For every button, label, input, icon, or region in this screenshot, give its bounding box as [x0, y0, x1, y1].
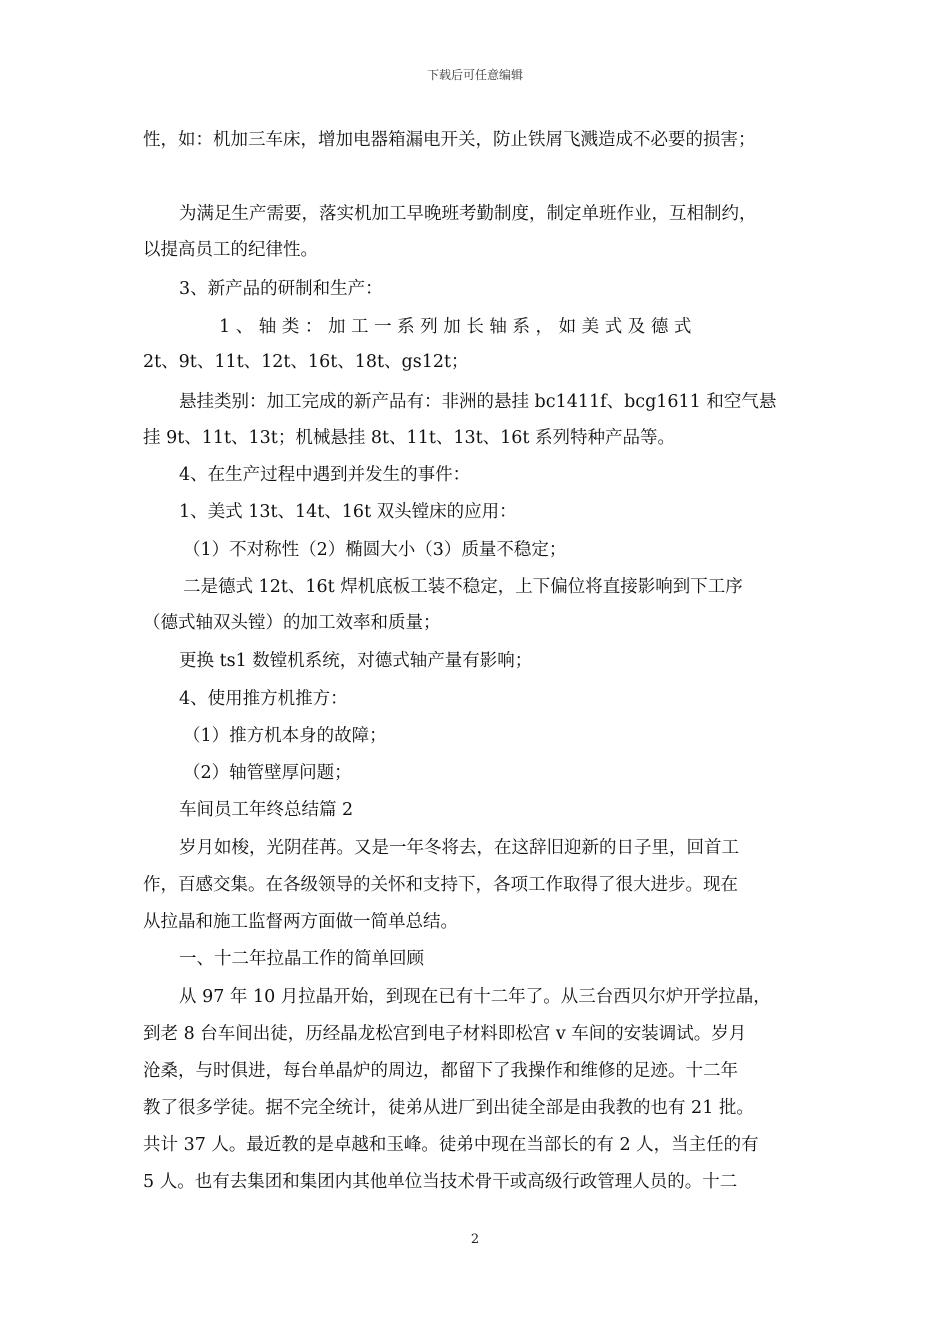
paragraph-line: 以提高员工的纪律性。 — [143, 240, 318, 260]
paragraph-line: （2）轴管壁厚问题； — [183, 763, 352, 783]
paragraph-line: 4、使用推方机推方： — [179, 689, 348, 709]
section-heading: 3、新产品的研制和生产： — [179, 279, 383, 299]
paragraph-line: （1）不对称性（2）椭圆大小（3）质量不稳定； — [183, 540, 567, 560]
paragraph-line: 悬挂类别：加工完成的新产品有：非洲的悬挂 bc1411f、bcg1611 和空气悬 — [179, 392, 777, 412]
paragraph-line: 从 97 年 10 月拉晶开始，到现在已有十二年了。从三台西贝尔炉开学拉晶， — [179, 987, 771, 1007]
paragraph-line: 性，如：机加三车床，增加电器箱漏电开关，防止铁屑飞溅造成不必要的损害； — [143, 130, 756, 150]
page-header: 下载后可任意编辑 — [426, 68, 523, 82]
paragraph-line: 教了很多学徒。据不完全统计，徒弟从进厂到出徒全部是由我教的也有 21 批。 — [143, 1098, 754, 1118]
paragraph-line: 岁月如梭，光阴荏苒。又是一年冬将去，在这辞旧迎新的日子里，回首工 — [179, 838, 739, 858]
paragraph-line: 到老 8 台车间出徒，历经晶龙松宫到电子材料即松宫 v 车间的安装调试。岁月 — [143, 1024, 747, 1044]
paragraph-line: 更换 ts1 数镗机系统，对德式轴产量有影响； — [179, 651, 533, 671]
section-heading: 一、十二年拉晶工作的简单回顾 — [179, 949, 424, 969]
paragraph-line: 1、美式 13t、14t、16t 双头镗床的应用： — [179, 502, 517, 522]
paragraph-line: 二是德式 12t、16t 焊机底板工装不稳定，上下偏位将直接影响到下工序 — [183, 577, 743, 597]
paragraph-line: 挂 9t、11t、13t；机械悬挂 8t、11t、13t、16t 系列特种产品等。 — [143, 428, 676, 448]
paragraph-line: 2t、9t、11t、12t、16t、18t、gs12t； — [143, 352, 469, 372]
page-number: 2 — [470, 1232, 480, 1247]
paragraph-line: 共计 37 人。最近教的是卓越和玉峰。徒弟中现在当部长的有 2 人，当主任的有 — [143, 1135, 759, 1155]
section-title: 车间员工年终总结篇 2 — [179, 800, 354, 820]
paragraph-line: 从拉晶和施工监督两方面做一简单总结。 — [143, 912, 458, 932]
paragraph-line: 作，百感交集。在各级领导的关怀和支持下，各项工作取得了很大进步。现在 — [143, 875, 738, 895]
paragraph-line: （1）推方机本身的故障； — [183, 726, 387, 746]
section-heading: 4、在生产过程中遇到并发生的事件： — [179, 465, 471, 485]
paragraph-line: （德式轴双头镗）的加工效率和质量； — [143, 613, 441, 633]
paragraph-line: 为满足生产需要，落实机加工早晚班考勤制度，制定单班作业，互相制约， — [179, 204, 757, 224]
paragraph-line-spread: 1 、 轴 类 ： 加 工 一 系 列 加 长 轴 系 ， 如 美 式 及 德 式 — [219, 317, 692, 337]
paragraph-line: 沧桑，与时俱进，每台单晶炉的周边，都留下了我操作和维修的足迹。十二年 — [143, 1061, 738, 1081]
paragraph-line: 5 人。也有去集团和集团内其他单位当技术骨干或高级行政管理人员的。十二 — [143, 1172, 738, 1192]
